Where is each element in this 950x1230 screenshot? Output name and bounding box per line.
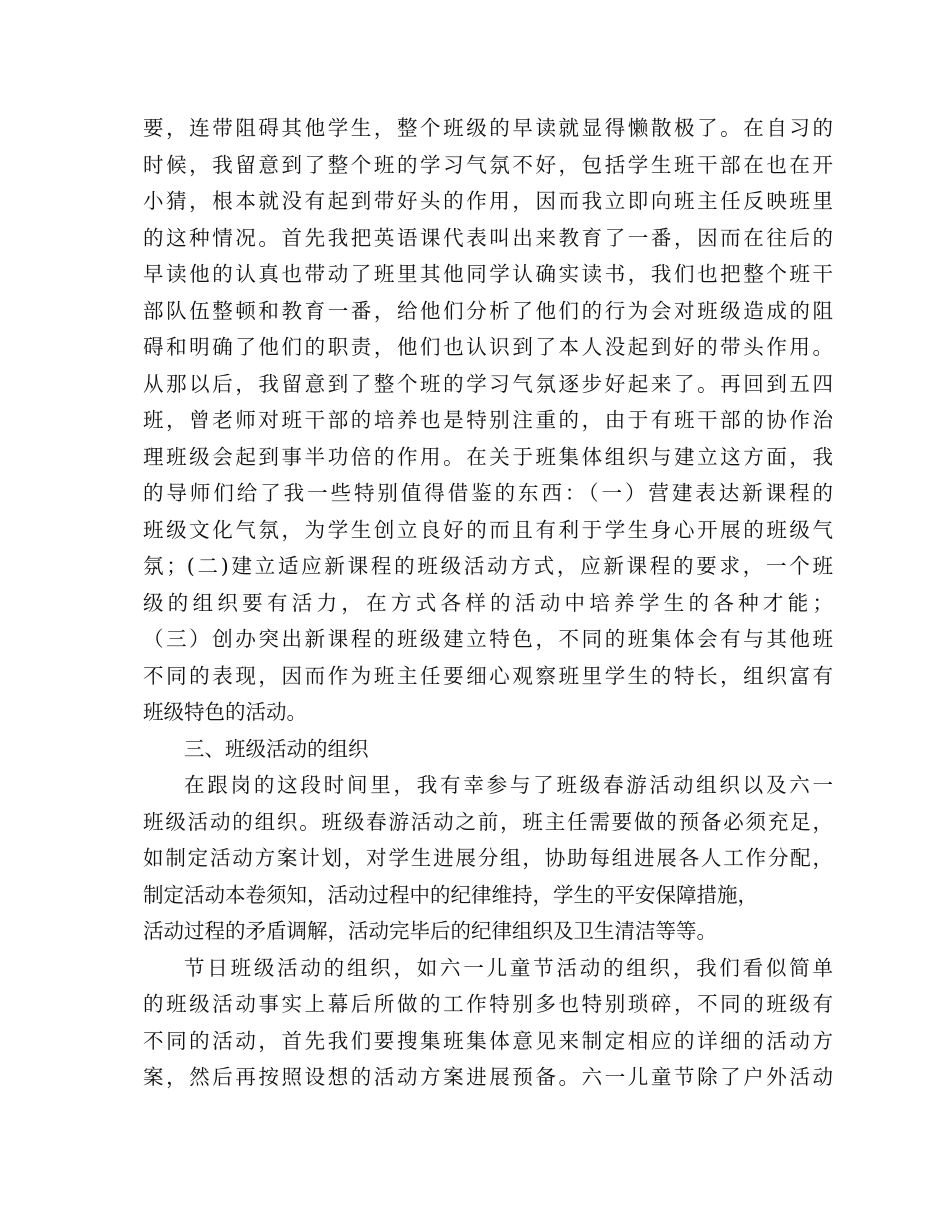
text-line: 班，曾老师对班干部的培养也是特别注重的，由于有班干部的协作治	[143, 408, 833, 432]
text-line: 的班级活动事实上幕后所做的工作特别多也特别琐碎，不同的班级有	[143, 992, 833, 1016]
text-line: 理班级会起到事半功倍的作用。在关于班集体组织与建立这方面，我	[143, 444, 833, 469]
text-line: 的导师们给了我一些特别值得借鉴的东西：（一）营建表达新课程的	[143, 481, 833, 505]
text-line: 不同的表现，因而作为班主任要细心观察班里学生的特长，组织富有	[143, 663, 833, 688]
section-heading: 三、班级活动的组织	[184, 736, 369, 761]
text-line: 部队伍整顿和教育一番，给他们分析了他们的行为会对班级造成的阻	[143, 298, 833, 323]
text-line: 制定活动本卷须知，活动过程中的纪律维持，学生的平安保障措施，	[143, 882, 758, 907]
text-line: 班级活动的组织。班级春游活动之前，班主任需要做的预备必须充足，	[143, 809, 833, 834]
text-line: 早读他的认真也带动了班里其他同学认确实读书，我们也把整个班干	[143, 262, 833, 286]
text-line: 要，连带阻碍其他学生，整个班级的早读就显得懒散极了。在自习的	[143, 116, 833, 140]
text-line: 时候，我留意到了整个班的学习气氛不好，包括学生班干部在也在开	[143, 152, 833, 177]
text-line: 从那以后，我留意到了整个班的学习气氛逐步好起来了。再回到五四	[143, 371, 833, 396]
text-line: 班级特色的活动。	[143, 700, 307, 724]
text-line: 节日班级活动的组织，如六一儿童节活动的组织，我们看似简单	[184, 955, 833, 980]
text-line: 如制定活动方案计划，对学生进展分组，协助每组进展各人工作分配，	[143, 846, 833, 870]
text-line: 氛；(二)建立适应新课程的班级活动方式，应新课程的要求，一个班	[143, 554, 833, 578]
document-body	[143, 110, 833, 1096]
text-line: 在跟岗的这段时间里，我有幸参与了班级春游活动组织以及六一	[184, 773, 833, 797]
text-line: 不同的活动，首先我们要搜集班集体意见来制定相应的详细的活动方	[143, 1028, 833, 1053]
text-line: 的这种情况。首先我把英语课代表叫出来教育了一番，因而在往后的	[143, 225, 833, 250]
text-line: 活动过程的矛盾调解，活动完毕后的纪律组织及卫生清洁等等。	[143, 919, 717, 943]
text-line: 案，然后再按照设想的活动方案进展预备。六一儿童节除了户外活动	[143, 1065, 833, 1089]
text-line: （三）创办突出新课程的班级建立特色，不同的班集体会有与其他班	[143, 627, 833, 651]
text-line: 级的组织要有活力，在方式各样的活动中培养学生的各种才能；	[143, 590, 833, 615]
text-line: 碍和明确了他们的职责，他们也认识到了本人没起到好的带头作用。	[143, 335, 833, 359]
text-line: 班级文化气氛，为学生创立良好的而且有利于学生身心开展的班级气	[143, 517, 833, 542]
text-line: 小猜，根本就没有起到带好头的作用，因而我立即向班主任反映班里	[143, 189, 833, 213]
